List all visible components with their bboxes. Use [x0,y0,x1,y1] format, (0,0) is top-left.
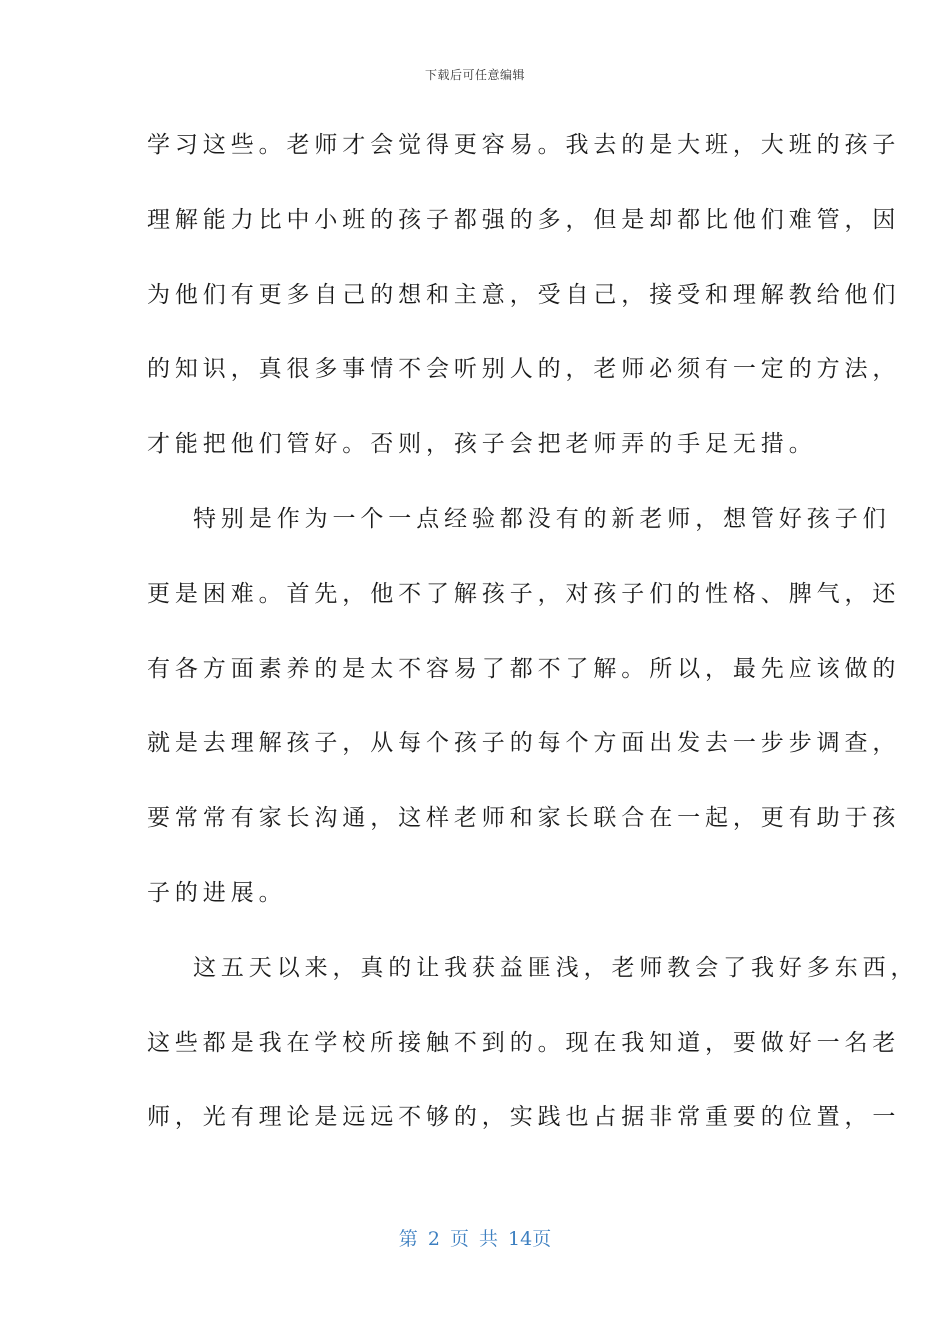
text-line: 师，光有理论是远远不够的，实践也占据非常重要的位置，一 [147,1104,901,1131]
paragraph-first-line: 特别是作为一个一点经验都没有的新老师，想管好孩子们 [193,505,891,532]
text-line: 才能把他们管好。否则，孩子会把老师弄的手足无措。 [147,431,817,458]
text-line: 有各方面素养的是太不容易了都不了解。所以，最先应该做的 [147,655,901,682]
page-number: 第 2 页 共 14页 [398,1228,552,1250]
text-line: 学习这些。老师才会觉得更容易。我去的是大班，大班的孩子 [147,132,901,158]
document-body [147,120,919,1167]
header-note: 下载后可任意编辑 [424,68,525,82]
text-line: 就是去理解孩子，从每个孩子的每个方面出发去一步步调查， [147,730,901,757]
text-line: 更是困难。首先，他不了解孩子，对孩子们的性格、脾气，还 [147,580,901,607]
text-line: 理解能力比中小班的孩子都强的多，但是却都比他们难管，因 [147,206,901,233]
text-line: 的知识，真很多事情不会听别人的，老师必须有一定的方法， [147,356,901,383]
text-line: 为他们有更多自己的想和主意，受自己，接受和理解教给他们 [147,281,901,308]
text-line: 这些都是我在学校所接触不到的。现在我知道，要做好一名老 [147,1029,901,1056]
text-line: 要常常有家长沟通，这样老师和家长联合在一起，更有助于孩 [147,805,901,832]
text-line: 子的进展。 [147,879,287,906]
paragraph-first-line: 这五天以来，真的让我获益匪浅，老师教会了我好多东西， [193,954,919,981]
